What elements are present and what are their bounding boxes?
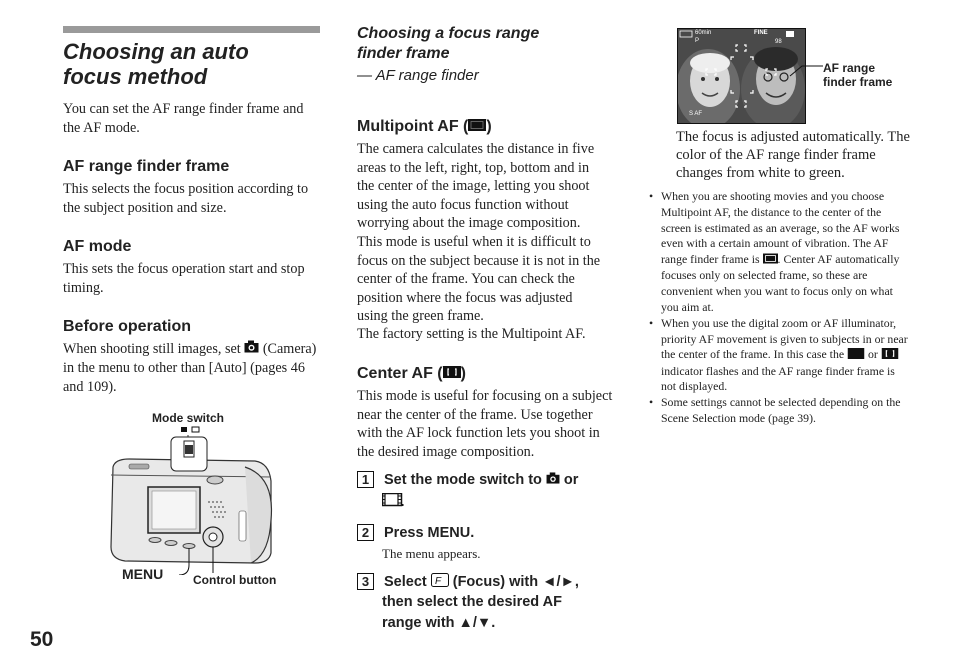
step-2-sub: The menu appears. <box>382 546 481 561</box>
camera-icon <box>546 471 560 489</box>
svg-text:F: F <box>434 576 441 587</box>
step-2-number: 2 <box>357 524 374 541</box>
multipoint-factory-text: The factory setting is the Multipoint AF. <box>357 326 586 342</box>
page-title: Choosing an auto focus method <box>63 39 249 89</box>
heading-before-operation: Before operation <box>63 318 192 335</box>
movie-icon <box>382 493 404 512</box>
heading-multipoint-af: Multipoint AF ( ) <box>357 118 492 136</box>
af-range-finder-frame-text: This selects the focus position according to the subject position and size. <box>63 181 309 216</box>
heading-center-af: Center AF ( ) <box>357 365 466 383</box>
screen-battery: 60min <box>695 30 712 36</box>
section-title-line1: Choosing a focus range <box>357 25 540 42</box>
center-af-icon <box>881 348 899 364</box>
multipoint-af-icon <box>763 253 778 269</box>
heading-af-range-finder-frame: AF range finder frame <box>63 158 230 175</box>
af-mode-text: This sets the focus operation start and stop timing. <box>63 261 305 296</box>
screen-mode: P <box>695 38 700 44</box>
multipoint-af-icon <box>847 348 865 364</box>
step-1-number: 1 <box>357 471 374 488</box>
camera-screen-photo <box>677 28 806 124</box>
screen-caption: The focus is adjusted automatically. The color of the AF range finder frame changes from white to green. <box>676 129 910 181</box>
menu-label: MENU <box>122 566 164 582</box>
note-2: • When you use the digital zoom or AF illuminator, priority AF movement is given to subjects in or near the center of the frame. In this case the or indicator flashes and the AF range finder frame is not displayed. <box>649 316 908 395</box>
callout-line <box>788 62 824 78</box>
multipoint-af-icon <box>468 118 486 136</box>
note-1: • When you are shooting movies and you choose Multipoint AF, the distance to the center of the screen is estimated as an average, so the AF works even with a certain amount of vibration. The AF range finder frame is . Center AF automatically focuses only on selected frame, so these are convenient when you want to focus only on what you aim at. <box>649 189 908 316</box>
camera-icon <box>244 340 259 359</box>
step-2: 2 Press MENU. <box>357 524 474 542</box>
mode-switch-label: Mode switch <box>152 411 225 425</box>
callout-label: AF range finder frame <box>823 61 893 89</box>
section-subtitle: — AF range finder <box>357 67 479 84</box>
focus-icon <box>431 573 449 592</box>
before-operation-text: When shooting still images, set (Camera) in the menu to other than [Auto] (pages 46 and 109). <box>63 341 317 395</box>
camera-illustration <box>105 425 280 575</box>
section-title-line2: finder frame <box>357 45 450 62</box>
screen-quality: FINE <box>754 30 768 36</box>
screen-af-label: S AF <box>689 111 703 117</box>
page-number: 50 <box>30 628 54 651</box>
intro-text: You can set the AF range finder frame and the AF mode. <box>63 101 304 136</box>
notes-list <box>649 189 908 427</box>
step-3-line2: then select the desired AF <box>382 594 562 610</box>
step-3-line3: range with ▲/▼. <box>382 615 496 631</box>
center-af-text: This mode is useful for focusing on a subject near the center of the frame. Use together with the AF lock function lets you shoot in the desired image composition. <box>357 388 613 460</box>
step-1: 1 Set the mode switch to or <box>357 471 617 489</box>
control-button-label: Control button <box>193 573 277 587</box>
multipoint-af-text: The camera calculates the distance in five areas to the left, right, top, bottom and in the center of the image, letting you shoot using the auto focus function without worrying about the image composition. This mode is useful when it is difficult to focus on the subject because it is not in the center of the frame. You can check the position where the focus was adjusted using the green frame. <box>357 141 601 325</box>
title-rule <box>63 26 320 33</box>
heading-af-mode: AF mode <box>63 238 132 255</box>
step-3: 3 Select F (Focus) with ◄/►, <box>357 573 617 592</box>
screen-count: 98 <box>775 39 782 45</box>
note-3: • Some settings cannot be selected depending on the Scene Selection mode (page 39). <box>649 395 908 427</box>
step-3-number: 3 <box>357 573 374 590</box>
center-af-icon <box>443 365 461 383</box>
